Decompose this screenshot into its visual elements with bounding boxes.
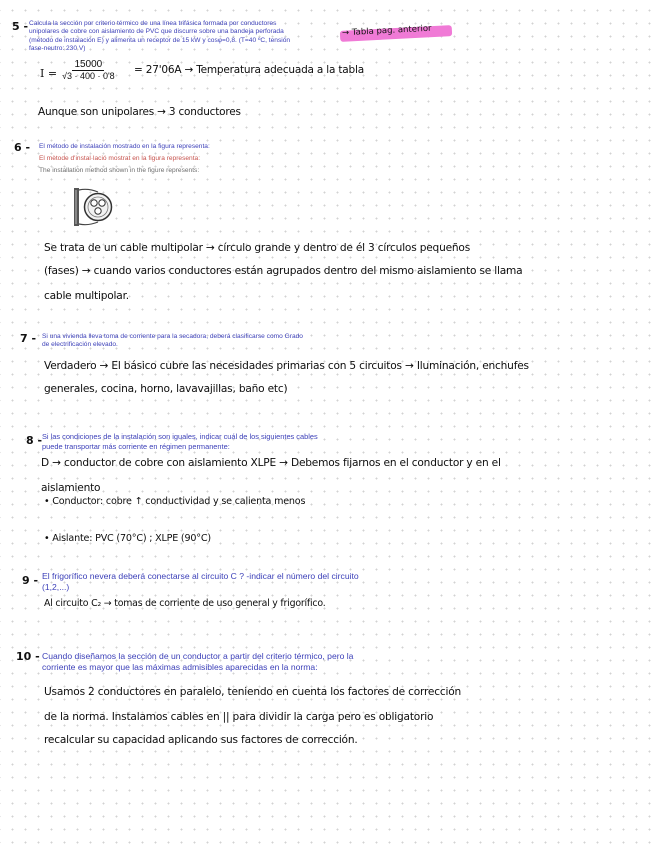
formula-current-label: I = — [40, 67, 58, 80]
formula-fraction — [62, 59, 115, 81]
question-6-text-es: El método de instalación mostrado en la figura representa: — [39, 143, 210, 150]
formula-numerator: 15000 — [74, 59, 103, 70]
question-9-number: 9 - — [22, 574, 39, 587]
formula-result: = 27'06A → Temperatura adecuada a la tabla — [134, 64, 364, 76]
question-9-line: El frigorífico nevera deberá conectarse al circuito C ? -indicar el número del circuito — [42, 571, 359, 581]
question-6-text-en: The installation method shown in the figure represents: — [39, 167, 200, 174]
question-6-text-ca: El mètode d'instal·lació mostrat en la figura representa: — [39, 155, 201, 162]
question-8-text — [42, 432, 318, 452]
question-8-line: puede transportar más corriente en régimen permanente: — [42, 442, 230, 451]
question-10-text — [42, 651, 353, 673]
question-5-line: (método de instalación E) y alimenta un receptor de 15 kW y cosφ=0,8. (T=40 ºC, tensión — [29, 36, 291, 44]
question-5-answer: Aunque son unipolares → 3 conductores — [38, 106, 241, 118]
question-10-number: 10 - — [16, 650, 40, 663]
question-8-bullet: • Aislante: PVC (70°C) ; XLPE (90°C) — [44, 533, 211, 544]
question-6-number: 6 - — [14, 141, 31, 154]
question-5-line: Calcula la sección por criterio térmico de una línea trifásica formada por conductores — [29, 20, 277, 27]
question-6-answer-line: (fases) → cuando varios conductores están agrupados dentro del mismo aislamiento se llama — [44, 265, 523, 277]
question-9-text — [42, 571, 359, 593]
question-10-line: corriente es mayor que las máximas admisibles aparecidas en la norma: — [42, 662, 318, 672]
question-7-line: de electrificación elevado. — [42, 341, 118, 349]
question-5-line: fase-neutro: 230 V) — [29, 45, 86, 53]
question-9-answer: Al circuito C₂ → tomas de corriente de uso general y frigorífico. — [44, 598, 326, 609]
question-7-answer-line: generales, cocina, horno, lavavajillas, baño etc) — [44, 383, 288, 395]
question-7-number: 7 - — [20, 332, 37, 345]
question-10-answer-line: recalcular su capacidad aplicando sus factores de corrección. — [44, 734, 358, 746]
question-8-answer-line: aislamiento — [41, 482, 101, 494]
question-5-line: unipolares de cobre con aislamiento de PVC que discurre sobre una bandeja perforada — [29, 28, 284, 36]
question-8-number: 8 - — [26, 434, 43, 447]
question-8-answer-line: D → conductor de cobre con aislamiento XLPE → Debemos fijarnos en el conductor y en el — [41, 457, 501, 469]
question-7-line: Si una vivienda lleva toma de corriente para la secadora, deberá clasificarse como Grado — [42, 333, 303, 340]
question-7-answer-line: Verdadero → El básico cubre las necesidades primarias con 5 circuitos → Iluminación, enchufes — [44, 360, 529, 372]
question-10-line: Cuando diseñamos la sección de un conductor a partir del criterio térmico, pero la — [42, 651, 354, 661]
question-9-line: (1,2,...) — [42, 582, 70, 592]
multipolar-cable-figure — [74, 186, 126, 228]
question-8-bullet: • Conductor: cobre ↑ conductividad y se calienta menos — [44, 496, 306, 507]
question-6-answer-line: Se trata de un cable multipolar → círculo grande y dentro de él 3 círculos pequeños — [44, 242, 471, 254]
formula-denominator: √3 · 400 · 0'8 — [62, 71, 115, 81]
question-10-answer-line: Usamos 2 conductores en paralelo, teniendo en cuenta los factores de corrección — [44, 686, 462, 698]
question-10-answer-line: de la norma. Instalamos cables en || para dividir la carga pero es obligatorio — [44, 711, 434, 723]
question-7-text — [42, 333, 303, 350]
question-5-number: 5 - — [12, 20, 29, 33]
question-8-line: Si las condiciones de la instalación son iguales, indicar cuál de los siguientes cables — [42, 432, 318, 441]
question-5-text — [29, 20, 339, 54]
question-6-answer-line: cable multipolar. — [44, 290, 129, 302]
highlighted-note: → Tabla pag. anterior — [341, 23, 432, 39]
